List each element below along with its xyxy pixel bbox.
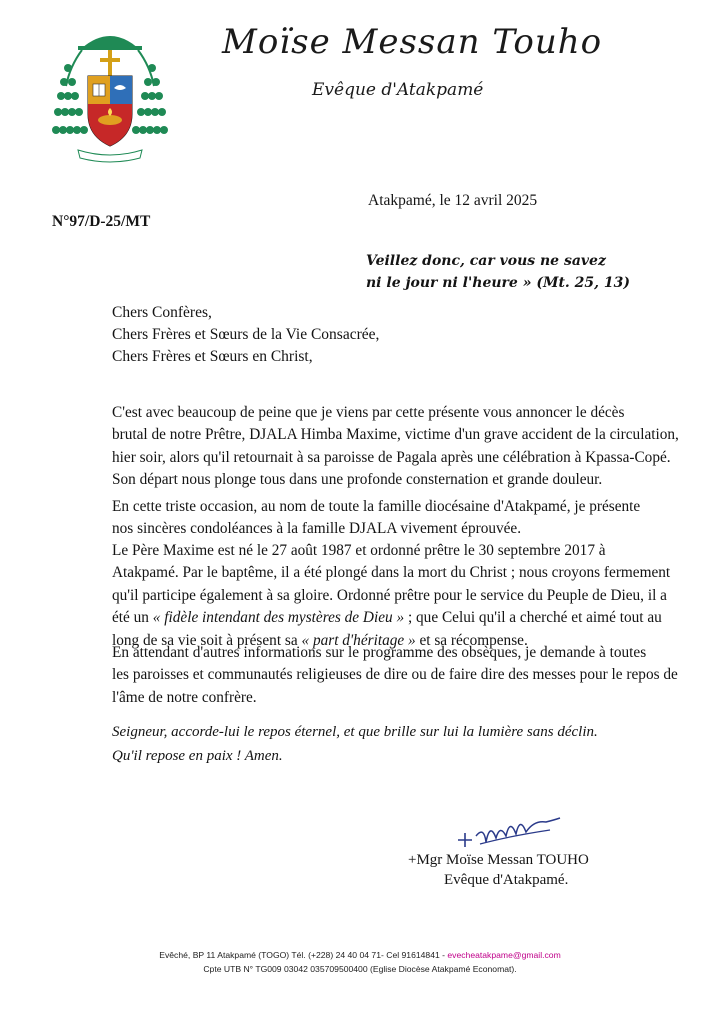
text-line: Atakpamé. Par le baptême, il a été plongé dans la mort du Christ ; nous croyons fermement <box>112 564 671 582</box>
text-segment: été un <box>112 609 153 627</box>
letterhead-title: Evêque d'Atakpamé <box>312 80 484 100</box>
signatory-name: +Mgr Moïse Messan TOUHO <box>408 852 589 868</box>
footer-address: Evêché, BP 11 Atakpamé (TOGO) Tél. (+228) 24 40 04 71- Cel 91614841 - <box>159 950 448 960</box>
paragraph-biography <box>112 540 671 652</box>
prayer-line: Qu'il repose en paix ! Amen. <box>112 748 283 764</box>
salutation-line: Chers Frères et Sœurs en Christ, <box>112 348 313 365</box>
text-line: Son départ nous plonge tous dans une profonde consternation et grande douleur. <box>112 471 603 489</box>
prayer-line: Seigneur, accorde-lui le repos éternel, et que brille sur lui la lumière sans déclin. <box>112 724 598 740</box>
text-line: En attendant d'autres informations sur le programme des obsèques, je demande à toutes <box>112 644 647 661</box>
paragraph-announcement <box>112 402 679 492</box>
text-line: Le Père Maxime est né le 27 août 1987 et ordonné prêtre le 30 septembre 2017 à <box>112 542 606 559</box>
text-line: hier soir, alors qu'il retournait à sa paroisse de Pagala après une célébration à Kpassa-Copé. <box>112 448 671 466</box>
coat-of-arms-logo <box>52 26 168 164</box>
text-segment: long de sa vie soit à présent sa <box>112 631 302 649</box>
scripture-quote <box>366 250 630 294</box>
text-line: C'est avec beaucoup de peine que je viens par cette présente vous annoncer le décès <box>112 404 625 421</box>
footer-bank-line: Cpte UTB N° TG009 03042 035709500400 (Eglise Diocèse Atakpamé Economat). <box>203 964 517 974</box>
footer <box>0 948 720 976</box>
salutation-line: Chers Confères, <box>112 304 212 321</box>
salutation <box>112 302 379 368</box>
italic-quote: « fidèle intendant des mystères de Dieu » <box>152 609 405 627</box>
salutation-line: Chers Frères et Sœurs de la Vie Consacrée, <box>112 326 380 343</box>
verse-line: Veillez donc, car vous ne savez <box>366 253 606 269</box>
footer-contact-line <box>0 948 720 962</box>
dateline: Atakpamé, le 12 avril 2025 <box>368 192 538 209</box>
verse-line: ni le jour ni l'heure » (Mt. 25, 13) <box>366 275 630 291</box>
text-line: brutal de notre Prêtre, DJALA Himba Maxime, victime d'un grave accident de la circulation, <box>112 426 679 444</box>
signatory-title: Evêque d'Atakpamé. <box>444 872 569 888</box>
text-segment: ; que Celui qu'il a cherché et aimé tout au <box>404 609 662 627</box>
email-link[interactable]: evecheatakpame@gmail.com <box>447 950 561 960</box>
closing-prayer <box>112 720 598 768</box>
paragraph-funeral-info <box>112 642 678 709</box>
text-segment: et sa récompense. <box>415 631 528 649</box>
text-line: nos sincères condoléances à la famille DJALA vivement éprouvée. <box>112 520 522 538</box>
letterhead-name: Moïse Messan Touho <box>222 22 603 62</box>
reference-number: N°97/D-25/MT <box>52 213 151 230</box>
italic-quote: « part d'héritage » <box>301 631 416 649</box>
text-line: les paroisses et communautés religieuses de dire ou de faire dire des messes pour le repos de <box>112 666 678 684</box>
text-line: l'âme de notre confrère. <box>112 688 257 706</box>
text-line: qu'il participe également à sa gloire. Ordonné prêtre pour le service du Peuple de Dieu, il a <box>112 586 667 604</box>
handwritten-signature <box>450 806 570 854</box>
text-line <box>112 607 662 629</box>
paragraph-condolences <box>112 496 641 541</box>
text-line: En cette triste occasion, au nom de toute la famille diocésaine d'Atakpamé, je présente <box>112 498 641 515</box>
